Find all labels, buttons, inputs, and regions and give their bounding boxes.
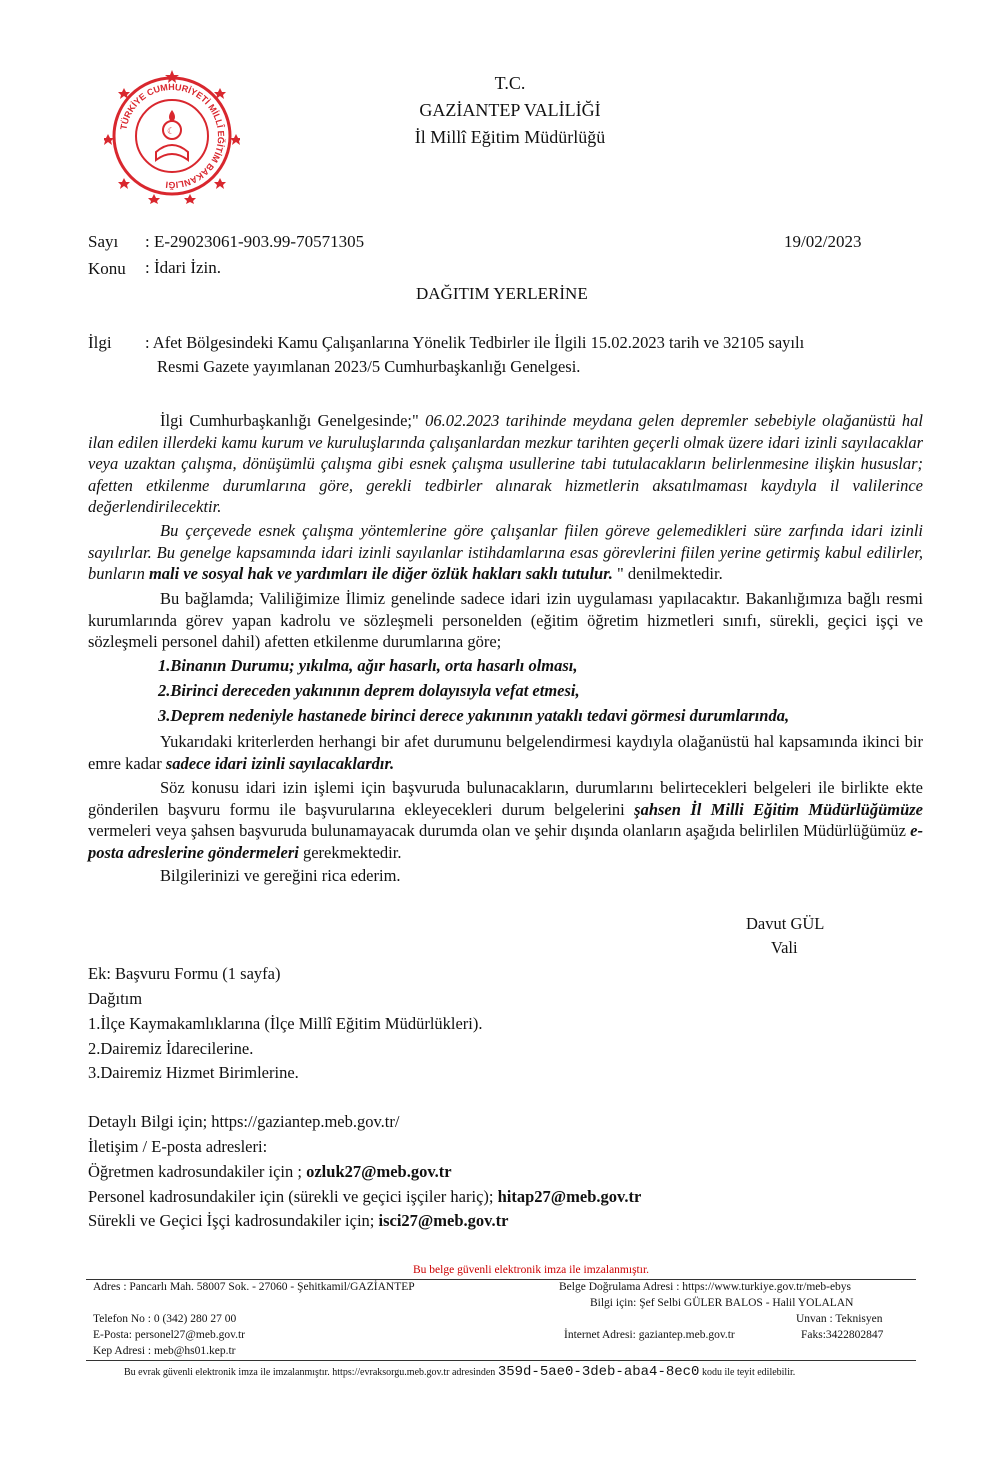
criterion-1: 1.Binanın Durumu; yıkılma, ağır hasarlı, orta hasarlı olması,	[158, 656, 578, 675]
p5-b: şahsen İl Milli Eğitim Müdürlüğümüze	[634, 799, 924, 819]
p1-intro: İlgi Cumhurbaşkanlığı Genelgesinde;"	[160, 411, 419, 430]
distribution-item-1: 1.İlçe Kaymakamlıklarına (İlçe Millî Eğitim Müdürlükleri).	[88, 1014, 483, 1033]
footer-fax: Faks:3422802847	[801, 1329, 884, 1341]
ilgi-label: İlgi	[88, 333, 112, 352]
konu-value: : İdari İzin.	[145, 258, 221, 277]
footer-verification-code: 359d-5ae0-3deb-aba4-8ec0	[497, 1364, 700, 1380]
distribution-heading: Dağıtım	[88, 989, 143, 1008]
sayi-value: : E-29023061-903.99-70571305	[145, 232, 365, 251]
contact-row-2-email[interactable]: hitap27@meb.gov.tr	[497, 1187, 642, 1206]
ilgi-line1: : Afet Bölgesindeki Kamu Çalışanlarına Yönelik Tedbirler ile İlgili 15.02.2023 tarih ve 32105 sayılı	[145, 333, 805, 352]
contact-heading: İletişim / E-posta adresleri:	[88, 1137, 268, 1156]
footer-info-contacts: Bilgi için: Şef Selbi GÜLER BALOS - Halil YOLALAN	[590, 1297, 854, 1309]
p2-tail: " denilmektedir.	[612, 564, 723, 583]
contact-row-3	[88, 1211, 508, 1231]
footer-divider-bottom	[86, 1360, 916, 1361]
p5-e: gerekmektedir.	[298, 842, 402, 862]
contact-row-2	[88, 1187, 641, 1207]
p4-text: Yukarıdaki kriterlerden herhangi bir afet durumunu belgelendirmesi kaydıyla olağanüstü hal kapsamında ikinci bir emre kadar	[88, 732, 923, 773]
distribution-item-2: 2.Dairemiz İdarecilerine.	[88, 1039, 254, 1058]
distribution-item-3: 3.Dairemiz Hizmet Birimlerine.	[88, 1063, 299, 1082]
contact-row-1-email[interactable]: ozluk27@meb.gov.tr	[306, 1162, 452, 1181]
konu-label: Konu	[88, 259, 126, 278]
esign-notice: Bu belge güvenli elektronik imza ile imzalanmıştır.	[413, 1264, 650, 1276]
p3-text: Bu bağlamda; Valiliğimize İlimiz genelinde sadece idari izin uygulaması yapılacaktır. Bakanlığımıza bağlı resmi kurumlarında görev yapan kadrolu ve sözleşmeli personelden (eğitim öğretim hizmetleri sınıfı, sürekli, geçici işçi ve sözleşmeli personel dahil) afetten etkilenme durumlarına göre;	[88, 589, 923, 651]
contact-row-2-label: Personel kadrosundakiler için (sürekli ve geçici işçiler hariç);	[88, 1187, 498, 1206]
attachment-line: Ek: Başvuru Formu (1 sayfa)	[88, 964, 281, 983]
footer-phone: Telefon No : 0 (342) 280 27 00	[93, 1313, 237, 1325]
body-paragraph-5	[88, 777, 923, 863]
footer-verify-address: Belge Doğrulama Adresi : https://www.turkiye.gov.tr/meb-ebys	[559, 1281, 852, 1293]
body-paragraph-6	[88, 865, 923, 887]
header-line-governorship: GAZİANTEP VALİLİĞİ	[419, 100, 601, 120]
footer-unvan: Unvan : Teknisyen	[796, 1313, 883, 1325]
body-paragraph-2	[88, 520, 923, 585]
footer-verification-post: kodu ile teyit edilebilir.	[701, 1367, 796, 1378]
footer-internet: İnternet Adresi: gaziantep.meb.gov.tr	[564, 1329, 735, 1341]
p5-c: vermeleri veya şahsen başvuruda bulunamayacak durumda olan ve şehir dışında olanların aşağıda belirlilen Müdürlüğümüz	[88, 821, 911, 840]
p6-text: Bilgilerinizi ve gereğini rica ederim.	[160, 866, 401, 885]
detail-info-line: Detaylı Bilgi için; https://gaziantep.meb.gov.tr/	[88, 1112, 400, 1131]
p4-bold: sadece idari izinli sayılacaklardır.	[165, 753, 395, 773]
meb-logo	[104, 68, 240, 204]
p5-a: Söz konusu idari izin işlemi için başvuruda bulunacakların, durumlarını belirtecekleri belgeleri ile birlikte ekte gönderilen başvuru formu ile başvurularına ekleyecekleri durum belgelerini	[88, 778, 923, 819]
signer-title: Vali	[771, 938, 798, 957]
svg-text:☾: ☾	[167, 126, 176, 136]
footer-address: Adres : Pancarlı Mah. 58007 Sok. - 27060 - Şehitkamil/GAZİANTEP	[93, 1281, 415, 1293]
body-paragraph-4	[88, 731, 923, 774]
ilgi-line2: Resmi Gazete yayımlanan 2023/5 Cumhurbaşkanlığı Genelgesi.	[157, 357, 581, 376]
meb-seal-icon	[104, 68, 240, 204]
signer-name: Davut GÜL	[746, 914, 825, 933]
contact-row-1-label: Öğretmen kadrosundakiler için ;	[88, 1162, 307, 1181]
p1-quote: 06.02.2023 tarihinde meydana gelen depremler sebebiyle olağanüstü hal ilan edilen illerdeki kamu kurum ve kuruluşlarında çalışanlardan mezkur tarihten geçerli olmak üzere idari izinli sayılacaklar veya uzaktan çalışma, dönüşümlü çalışma gibi esnek çalışma usullerine tabi tutulacakların belirlenmesine ilişkin hususlar; afetten etkilenme durumlarına göre, gerekli tedbirler alınarak hizmetlerin aksatılmaması kaydıyla il valilerince değerlendirilecektir.	[88, 411, 923, 516]
contact-row-1	[88, 1162, 452, 1182]
p5-d: e-posta adreslerine göndermeleri	[88, 821, 923, 862]
footer-kep: Kep Adresi : meb@hs01.kep.tr	[93, 1345, 236, 1357]
document-date: 19/02/2023	[784, 232, 862, 251]
contact-row-3-email[interactable]: isci27@meb.gov.tr	[378, 1211, 509, 1230]
footer-verification-line	[124, 1364, 795, 1380]
header-line-tc: T.C.	[494, 73, 526, 93]
contact-row-3-label: Sürekli ve Geçici İşçi kadrosundakiler için;	[88, 1211, 379, 1230]
criterion-3: 3.Deprem nedeniyle hastanede birinci derece yakınının yataklı tedavi görmesi durumlarında,	[158, 706, 790, 725]
p2-quote: Bu çerçevede esnek çalışma yöntemlerine göre çalışanlar fiilen göreve gelemedikleri süre zarfında idari izinli sayılırlar. Bu genelge kapsamında idari izinli sayılanlar istihdamlarına esas görevlerini fiilen yerine getirmiş kabul edilirler, bunların	[88, 521, 923, 583]
body-paragraph-1	[88, 410, 923, 518]
footer-divider-top	[86, 1279, 916, 1280]
recipient-heading: DAĞITIM YERLERİNE	[416, 284, 588, 303]
criterion-2: 2.Birinci dereceden yakınının deprem dolayısıyla vefat etmesi,	[158, 681, 580, 700]
footer-verification-pre: Bu evrak güvenli elektronik imza ile imzalanmıştır. https://evraksorgu.meb.gov.tr adresinden	[124, 1367, 496, 1378]
sayi-label: Sayı	[88, 232, 119, 251]
header-line-directorate: İl Millî Eğitim Müdürlüğü	[414, 127, 606, 147]
body-paragraph-3	[88, 588, 923, 653]
svg-text:TÜRKİYE CUMHURİYETİ MİLLÎ EĞİT: TÜRKİYE CUMHURİYETİ MİLLÎ EĞİTİM BAKANLIĞI	[118, 81, 227, 191]
footer-email: E-Posta: personel27@meb.gov.tr	[93, 1329, 245, 1341]
p2-bold: mali ve sosyal hak ve yardımları ile diğer özlük hakları saklı tutulur.	[148, 564, 613, 583]
